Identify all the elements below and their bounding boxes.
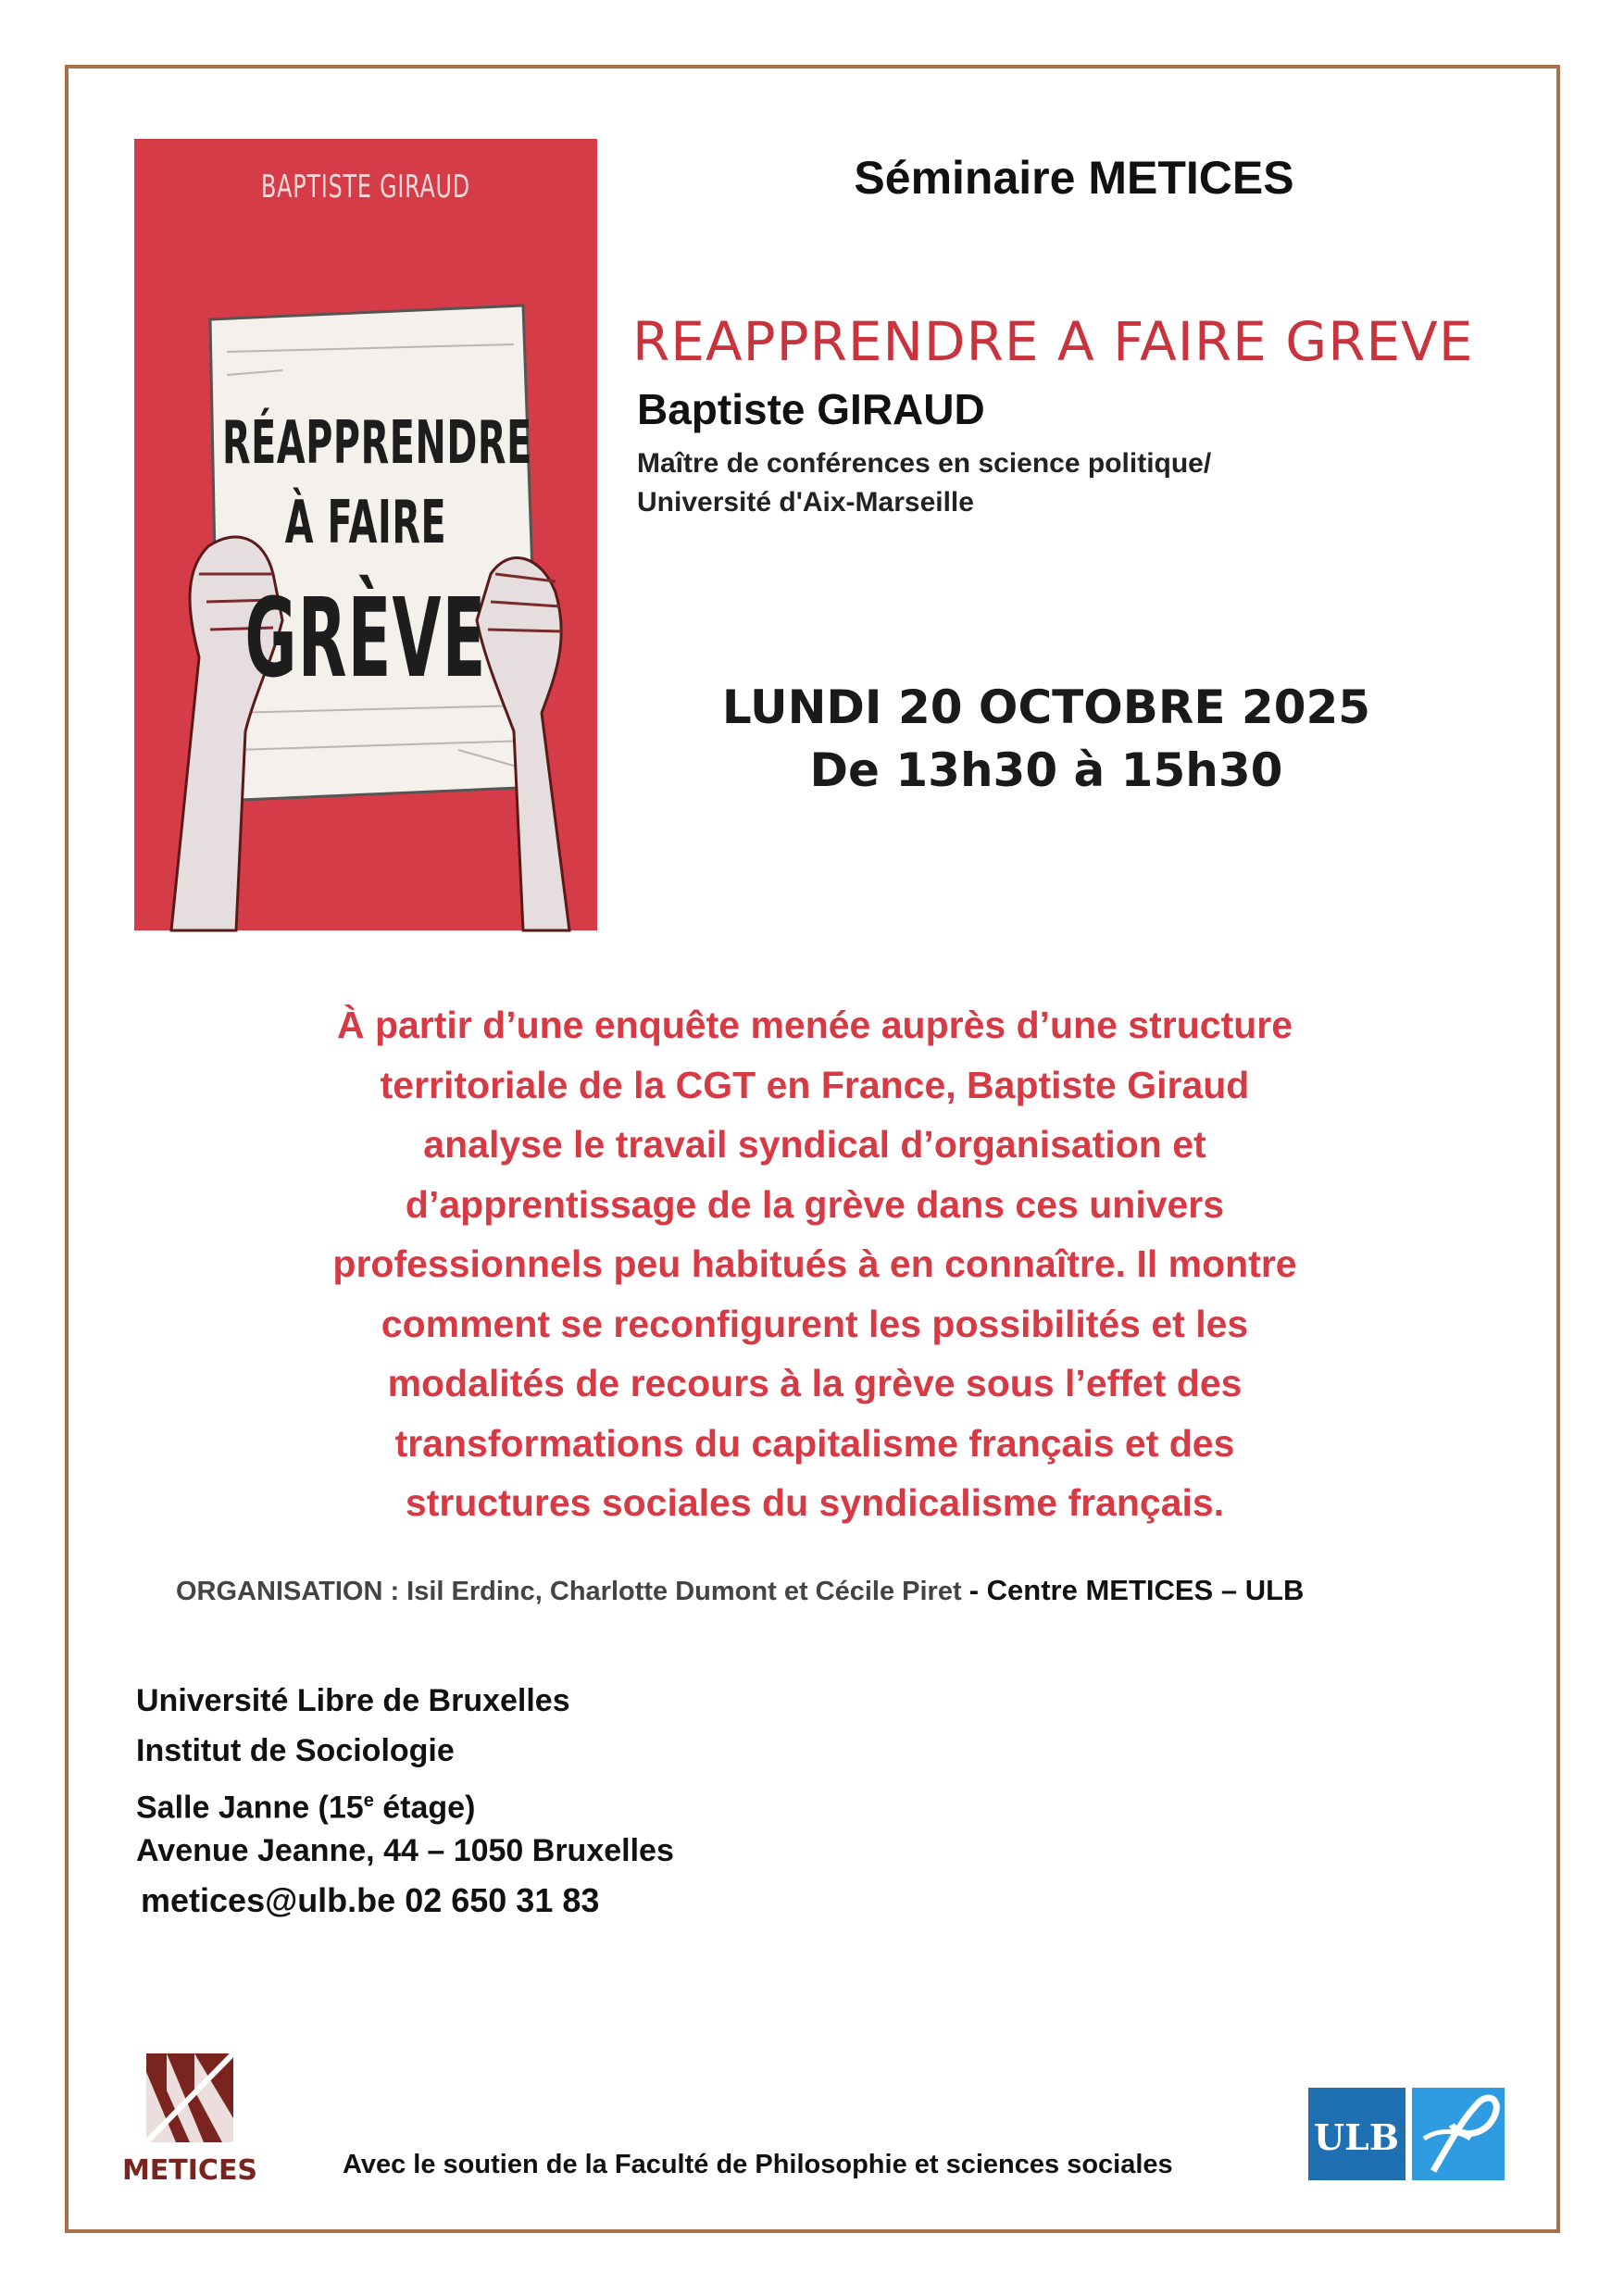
affiliation-line-1: Maître de conférences en science politique/ xyxy=(637,448,1212,479)
description-line: transformations du capitalisme français et des xyxy=(394,1421,1235,1465)
description-line: territoriale de la CGT en France, Baptiste Giraud xyxy=(380,1063,1250,1106)
affiliation-line-2: Université d'Aix-Marseille xyxy=(637,487,974,518)
event-description xyxy=(139,995,1491,1533)
ulb-logo xyxy=(1308,2083,1507,2185)
metices-logo xyxy=(121,2053,258,2188)
description-line: À partir d’une enquête menée auprès d’une structure xyxy=(336,1004,1293,1046)
description-line: modalités de recours à la grève sous l’effet des xyxy=(387,1362,1243,1404)
description-line: structures sociales du syndicalisme français. xyxy=(405,1481,1225,1524)
address-line-1: Université Libre de Bruxelles xyxy=(136,1683,570,1718)
metices-logo-text: METICES xyxy=(121,2154,258,2187)
seminar-title: Séminaire METICES xyxy=(854,152,1294,204)
address-floor: étage) xyxy=(373,1790,476,1826)
organisation-line xyxy=(176,1574,1304,1607)
description-line: d’apprentissage de la grève dans ces univers xyxy=(405,1182,1225,1226)
address-line-4: Avenue Jeanne, 44 – 1050 Bruxelles xyxy=(136,1833,674,1868)
event-date: LUNDI 20 OCTOBRE 2025 xyxy=(721,680,1371,734)
description-line: analyse le travail syndical d’organisation et xyxy=(423,1123,1206,1166)
address-line-2: Institut de Sociologie xyxy=(136,1733,455,1768)
venue-address xyxy=(136,1676,674,1926)
book-cover xyxy=(134,139,597,930)
book-title-line-3: GRÈVE xyxy=(244,574,487,702)
speaker-name: Baptiste GIRAUD xyxy=(637,385,985,433)
address-room: Salle Janne (15 xyxy=(136,1790,364,1826)
event-time: De 13h30 à 15h30 xyxy=(809,743,1283,797)
support-notice: Avec le soutien de la Faculté de Philosophie et sciences sociales xyxy=(343,2150,1173,2179)
book-title-line-2: À FAIRE xyxy=(284,489,447,557)
book-title-line-1: RÉAPPRENDRE xyxy=(222,409,532,478)
organisation-label: ORGANISATION : Isil Erdinc, Charlotte Dumont et Cécile Piret xyxy=(176,1577,962,1606)
description-line: professionnels peu habitués à en connaître. Il montre xyxy=(332,1242,1297,1285)
address-superscript: e xyxy=(363,1791,374,1811)
event-schedule xyxy=(611,676,1481,802)
contact-info: metices@ulb.be 02 650 31 83 xyxy=(141,1881,600,1919)
event-title: REAPPRENDRE A FAIRE GREVE xyxy=(632,310,1474,373)
organisation-centre: - Centre METICES – ULB xyxy=(968,1574,1305,1606)
ulb-logo-text: ULB xyxy=(1314,2116,1399,2158)
speaker-affiliation xyxy=(637,444,1211,522)
description-line: comment se reconfigurent les possibilités et les xyxy=(381,1302,1249,1345)
address-line-3 xyxy=(136,1776,674,1826)
book-author: BAPTISTE GIRAUD xyxy=(261,168,470,206)
